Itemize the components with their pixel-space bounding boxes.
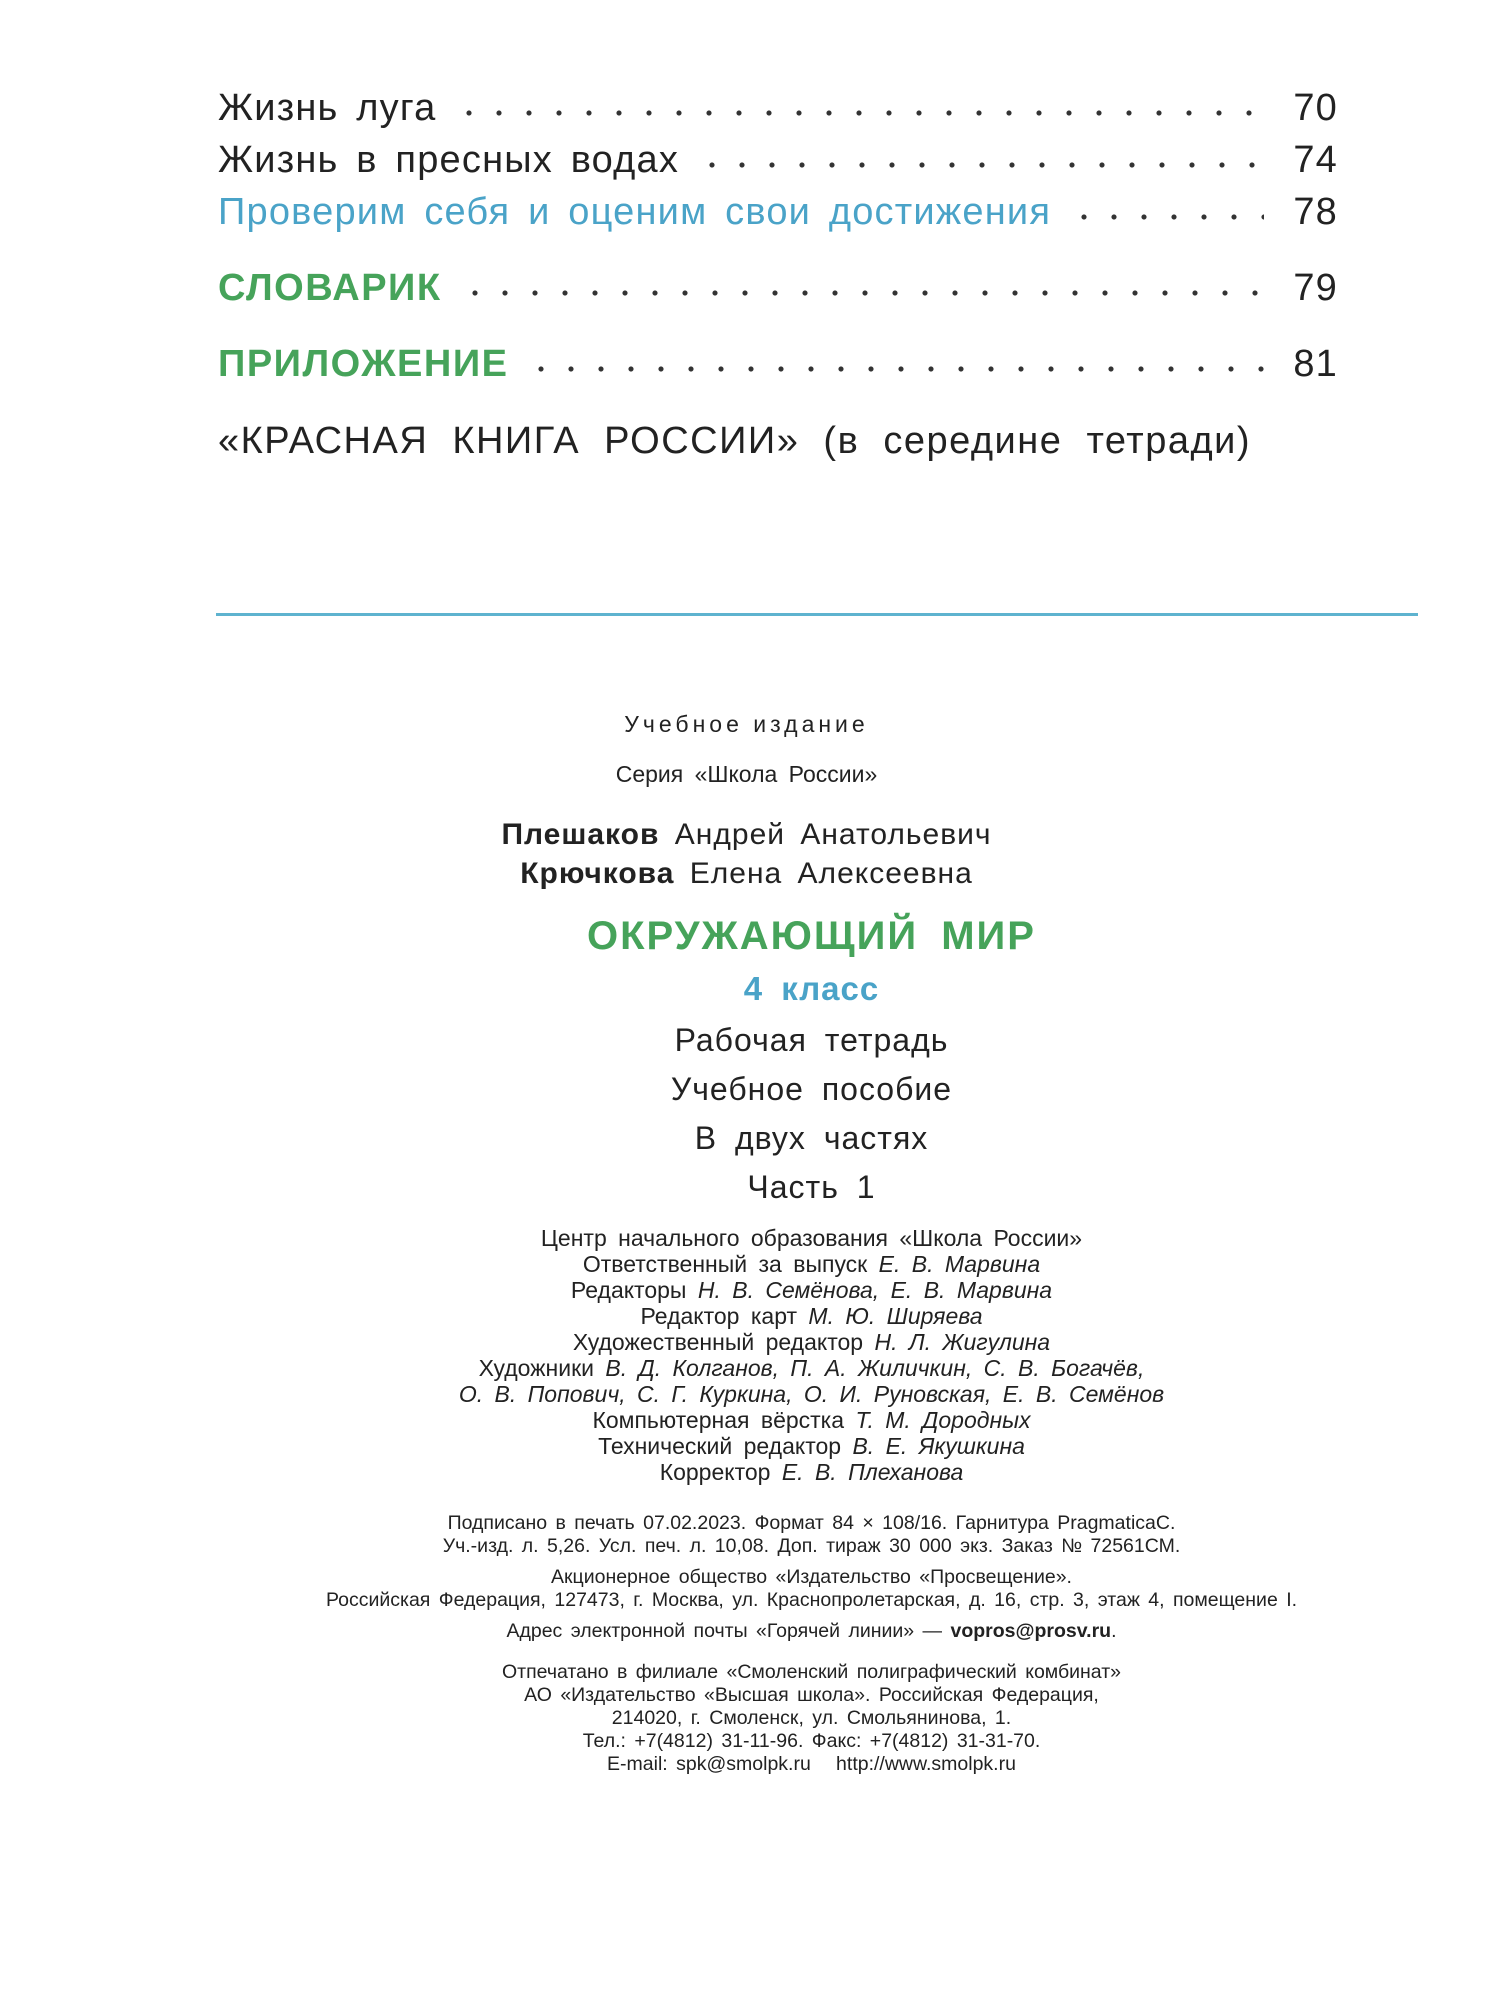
credit-line bbox=[65, 1407, 1493, 1434]
red-book-note: «КРАСНАЯ КНИГА РОССИИ» (в середине тетради) bbox=[218, 420, 1252, 462]
credit-names: Т. М. Дородных bbox=[855, 1407, 1031, 1433]
author-surname: Крючкова bbox=[520, 857, 675, 890]
credit-label: Редакторы bbox=[570, 1277, 687, 1303]
edition-type: Учебное издание bbox=[624, 711, 869, 737]
toc-entry-page: 79 bbox=[1293, 267, 1338, 310]
series: Серия «Школа России» bbox=[615, 761, 878, 787]
toc-entry bbox=[218, 138, 1338, 182]
credit-label: Центр начального образования «Школа России» bbox=[540, 1225, 1083, 1251]
email-end: . bbox=[1111, 1620, 1117, 1642]
toc-entry-title: ПРИЛОЖЕНИЕ bbox=[218, 343, 509, 386]
print-info-line: Уч.-изд. л. 5,26. Усл. печ. л. 10,08. Доп. тираж 30 000 экз. Заказ № 72561СМ. bbox=[442, 1535, 1181, 1557]
dot-leader bbox=[697, 138, 1264, 172]
toc-entry bbox=[218, 266, 1338, 310]
toc-entry bbox=[218, 190, 1338, 234]
credit-line bbox=[65, 1225, 1493, 1252]
book-title: ОКРУЖАЮЩИЙ МИР bbox=[587, 914, 1036, 958]
credit-line bbox=[65, 1329, 1493, 1356]
printer-line: E-mail: spk@smolpk.ru http://www.smolpk.ru bbox=[607, 1753, 1016, 1775]
credit-line bbox=[65, 1355, 1493, 1382]
printer-line: 214020, г. Смоленск, ул. Смольянинова, 1. bbox=[611, 1707, 1012, 1729]
toc-entry bbox=[218, 342, 1338, 386]
author-given: Андрей Анатольевич bbox=[674, 818, 992, 851]
toc-entry-title: Жизнь луга bbox=[218, 87, 437, 130]
credit-line bbox=[65, 1303, 1493, 1330]
credit-names: О. В. Попович, С. Г. Куркина, О. И. Руновская, Е. В. Семёнов bbox=[458, 1381, 1165, 1407]
credit-line bbox=[65, 1459, 1493, 1486]
credit-names: М. Ю. Ширяева bbox=[808, 1303, 983, 1329]
credit-label: Художники bbox=[478, 1355, 595, 1381]
divider bbox=[216, 613, 1418, 616]
credit-names: Е. В. Плеханова bbox=[781, 1459, 964, 1485]
author-given: Елена Алексеевна bbox=[689, 857, 973, 890]
credit-line bbox=[65, 1277, 1493, 1304]
author-surname: Плешаков bbox=[501, 818, 660, 851]
publisher-line: Российская Федерация, 127473, г. Москва, ул. Краснопролетарская, д. 16, стр. 3, этаж 4, помещение I. bbox=[325, 1589, 1298, 1611]
printer-line: АО «Издательство «Высшая школа». Российская Федерация, bbox=[524, 1684, 1099, 1706]
printer-line: Отпечатано в филиале «Смоленский полиграфический комбинат» bbox=[502, 1661, 1121, 1683]
email-address: vopros@prosv.ru bbox=[950, 1620, 1112, 1642]
printer-line: Тел.: +7(4812) 31-11-96. Факс: +7(4812) 31-31-70. bbox=[582, 1730, 1041, 1752]
credit-line bbox=[65, 1381, 1493, 1408]
dot-leader bbox=[454, 86, 1264, 120]
publisher-line: Акционерное общество «Издательство «Просвещение». bbox=[551, 1566, 1072, 1588]
email-label: Адрес электронной почты «Горячей линии» — bbox=[506, 1620, 943, 1642]
subtitle: В двух частях bbox=[694, 1120, 929, 1156]
credit-label: Технический редактор bbox=[598, 1433, 842, 1459]
credit-line bbox=[65, 1433, 1493, 1460]
credit-names: В. Е. Якушкина bbox=[852, 1433, 1025, 1459]
toc-entry-page: 74 bbox=[1293, 139, 1338, 182]
credit-names: Н. Л. Жигулина bbox=[874, 1329, 1051, 1355]
author bbox=[0, 818, 1493, 852]
dot-leader bbox=[460, 266, 1264, 300]
hotline-email bbox=[65, 1620, 1493, 1643]
dot-leader bbox=[1069, 190, 1264, 224]
toc-entry-title: СЛОВАРИК bbox=[218, 267, 442, 310]
toc-entry-page: 81 bbox=[1293, 343, 1338, 386]
credit-label: Корректор bbox=[659, 1459, 771, 1485]
author bbox=[0, 857, 1493, 891]
credit-label: Редактор карт bbox=[640, 1303, 798, 1329]
credit-line bbox=[65, 1251, 1493, 1278]
credit-label: Ответственный за выпуск bbox=[582, 1251, 868, 1277]
credit-names: В. Д. Колганов, П. А. Жиличкин, С. В. Богачёв, bbox=[605, 1355, 1145, 1381]
subtitle: Часть 1 bbox=[747, 1169, 876, 1205]
toc-entry-page: 70 bbox=[1293, 87, 1338, 130]
credit-label: Компьютерная вёрстка bbox=[592, 1407, 845, 1433]
grade: 4 класс bbox=[743, 970, 880, 1007]
toc-entry bbox=[218, 86, 1338, 130]
subtitle: Рабочая тетрадь bbox=[674, 1022, 949, 1058]
print-info-line: Подписано в печать 07.02.2023. Формат 84 × 108/16. Гарнитура PragmaticaC. bbox=[447, 1512, 1176, 1534]
toc-entry-title: Проверим себя и оценим свои достижения bbox=[218, 191, 1052, 234]
credit-label: Художественный редактор bbox=[572, 1329, 864, 1355]
toc-entry-page: 78 bbox=[1293, 191, 1338, 234]
credit-names: Е. В. Марвина bbox=[878, 1251, 1041, 1277]
dot-leader bbox=[526, 342, 1264, 376]
credit-names: Н. В. Семёнова, Е. В. Марвина bbox=[697, 1277, 1053, 1303]
toc-entry-title: Жизнь в пресных водах bbox=[218, 139, 680, 182]
subtitle: Учебное пособие bbox=[670, 1071, 953, 1107]
